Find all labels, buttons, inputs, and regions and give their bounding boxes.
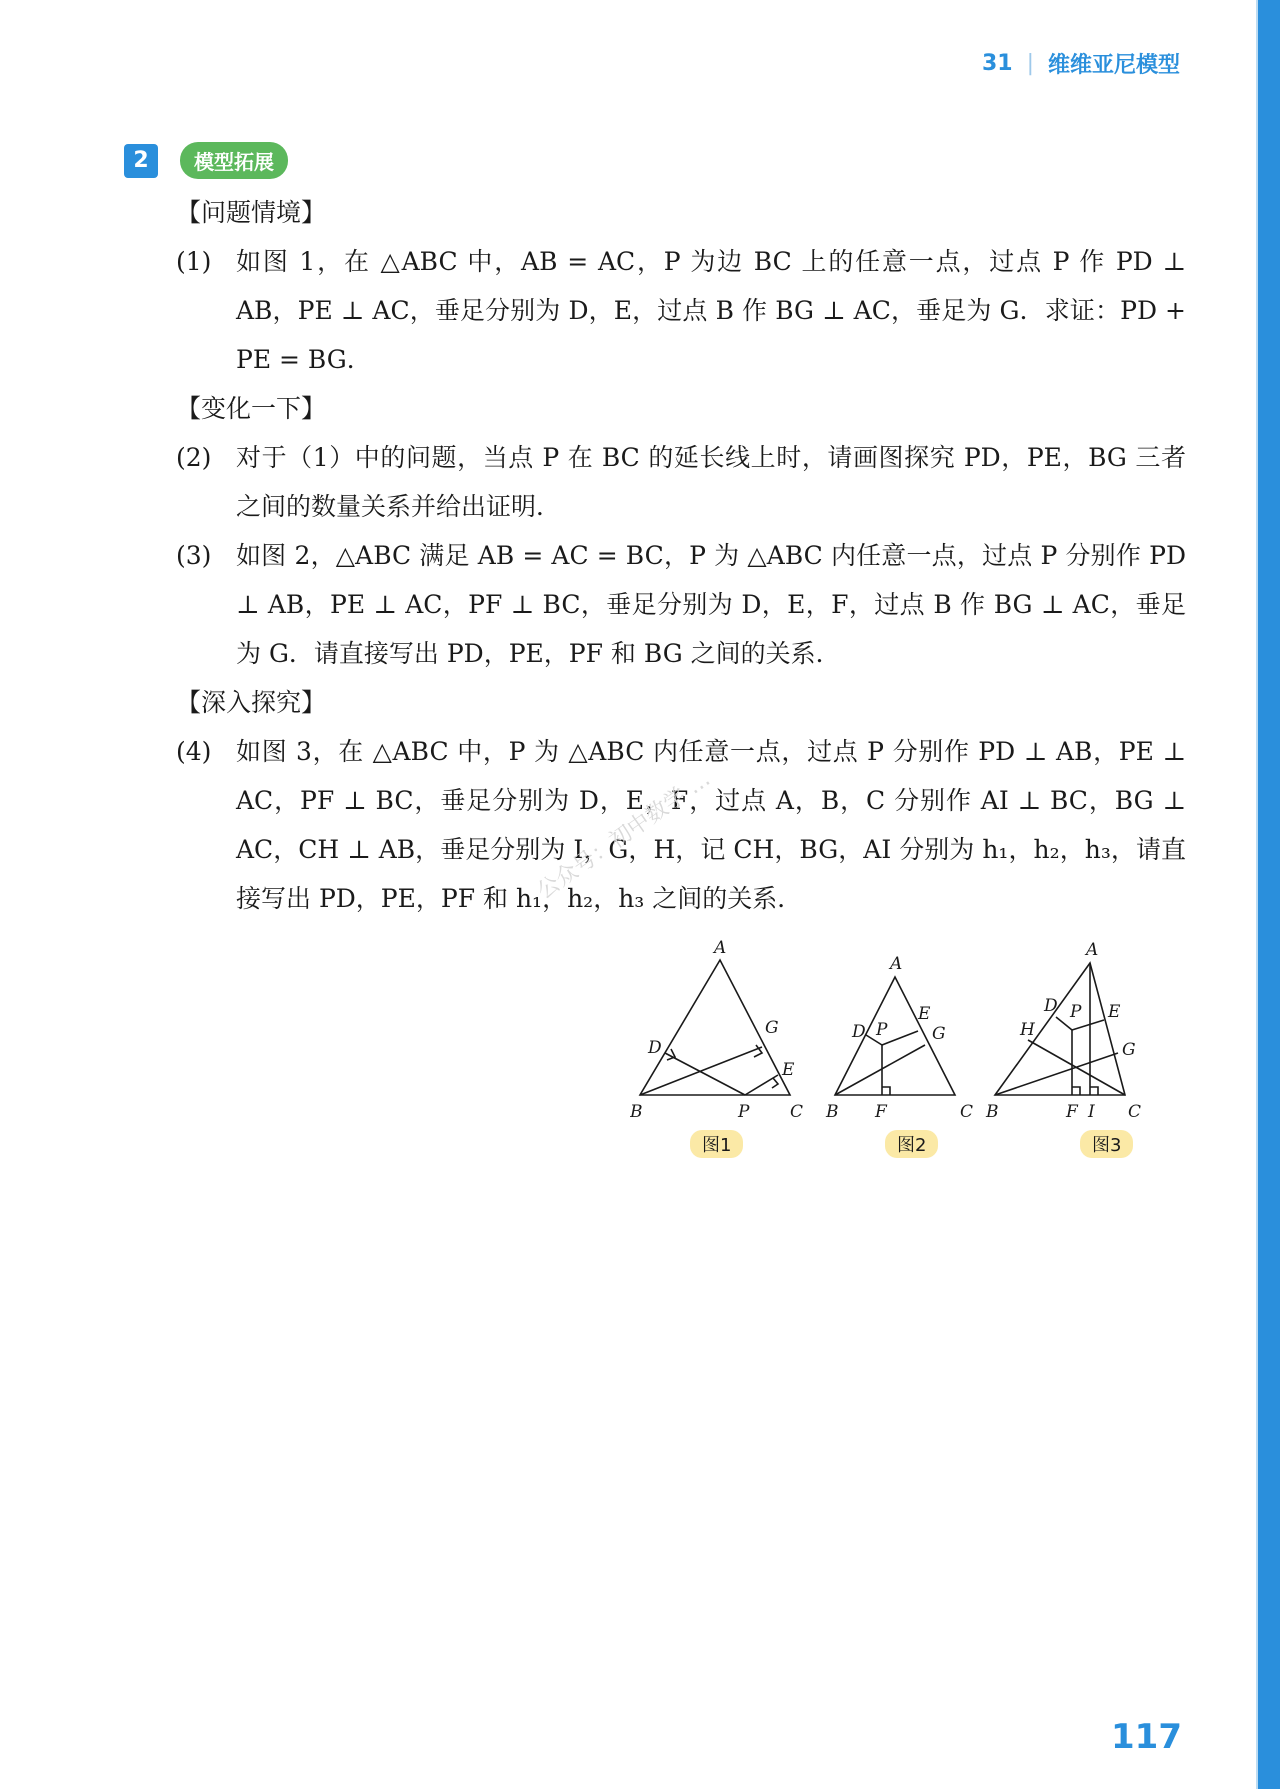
fig1-label-b: B [630,1102,643,1122]
fig2-right-angle-f [882,1087,890,1095]
fig1-label-c: C [790,1102,804,1122]
fig3-label-c: C [1128,1102,1142,1122]
fig2-label-b: B [826,1102,839,1122]
problem-3 [176,531,1186,678]
fig2-label-e: E [918,1004,931,1024]
figure-2-caption: 图2 [885,1130,938,1158]
problem-number: (1) [176,247,212,276]
page-number: 117 [1111,1717,1182,1757]
fig3-label-d: D [1044,996,1058,1016]
problem-1 [176,237,1186,384]
fig2-label-g: G [932,1024,946,1044]
fig1-label-p: P [738,1102,750,1122]
problem-number: (2) [176,443,212,472]
section-number-badge: 2 [124,144,158,178]
fig3-label-h: H [1020,1020,1035,1040]
fig1-label-a: A [714,938,727,958]
header-separator: | [1026,51,1034,76]
watermark: 公众号：初中数学 … [532,766,716,905]
heading-problem-context: 【问题情境】 [176,198,327,227]
figure-3-caption: 图3 [1080,1130,1133,1158]
figure-3-drawing [995,963,1125,1095]
figure-1-caption: 图1 [690,1130,743,1158]
geometry-figures [630,935,1190,1125]
page-edge-bar [1258,0,1280,1789]
figures-row [630,935,1190,1155]
fig2-label-f: F [875,1102,887,1122]
fig3-label-e: E [1108,1002,1121,1022]
fig3-label-p: P [1070,1002,1082,1022]
fig1-pd [665,1053,745,1095]
problem-text: 对于（1）中的问题，当点 P 在 BC 的延长线上时，请画图探究 PD，PE，BG 三者之间的数量关系并给出证明． [236,443,1186,521]
fig2-label-d: D [852,1022,866,1042]
problem-content [176,188,1186,923]
fig2-label-a: A [890,954,903,974]
section-header [124,142,288,179]
problem-number: (4) [176,737,212,766]
problem-text: 如图 2，△ABC 满足 AB = AC = BC，P 为 △ABC 内任意一点，过点 P 分别作 PD ⊥ AB，PE ⊥ AC，PF ⊥ BC，垂足分别为 D，E，F，过点 B 作 BG ⊥ AC，垂足为 G．请直接写出 PD，PE，PF 和 BG 之间的关系． [236,541,1186,668]
fig3-label-g: G [1122,1040,1136,1060]
fig3-label-i: I [1088,1102,1095,1122]
problem-text: 如图 3，在 △ABC 中，P 为 △ABC 内任意一点，过点 P 分别作 PD ⊥ AB，PE ⊥ AC，PF ⊥ BC，垂足分别为 D，E，F，过点 A，B，C 分别作 AI ⊥ BC，BG ⊥ AC，CH ⊥ AB，垂足分别为 I，G，H，记 CH，BG，AI 分别为 h₁，h₂，h₃，请直接写出 PD，PE，PF 和 h₁，h₂，h₃ 之间的关系． [236,737,1186,913]
chapter-number: 31 [981,51,1013,76]
fig3-label-b: B [986,1102,999,1122]
fig1-label-e: E [782,1060,795,1080]
problem-4 [176,727,1186,923]
problem-text: 如图 1，在 △ABC 中，AB = AC，P 为边 BC 上的任意一点，过点 P 作 PD ⊥ AB，PE ⊥ AC，垂足分别为 D，E，过点 B 作 BG ⊥ AC，垂足为 G．求证：PD + PE = BG． [236,247,1186,374]
section-title-pill: 模型拓展 [180,142,288,179]
heading-deep-dive: 【深入探究】 [176,688,327,717]
fig3-triangle [995,963,1125,1095]
fig3-right-angle-i [1090,1087,1098,1095]
problem-number: (3) [176,541,212,570]
fig2-label-c: C [960,1102,974,1122]
problem-2 [176,433,1186,531]
fig2-label-p: P [876,1020,888,1040]
fig1-right-angle-e [772,1078,778,1088]
chapter-title: 维维亚尼模型 [1047,53,1180,78]
fig1-label-g: G [765,1018,779,1038]
fig1-label-d: D [648,1038,662,1058]
fig3-label-a: A [1086,940,1099,960]
fig3-bg [995,1053,1118,1095]
fig3-right-angle-f [1072,1087,1080,1095]
heading-variation: 【变化一下】 [176,394,327,423]
running-header [982,48,1180,79]
fig3-label-f: F [1066,1102,1078,1122]
